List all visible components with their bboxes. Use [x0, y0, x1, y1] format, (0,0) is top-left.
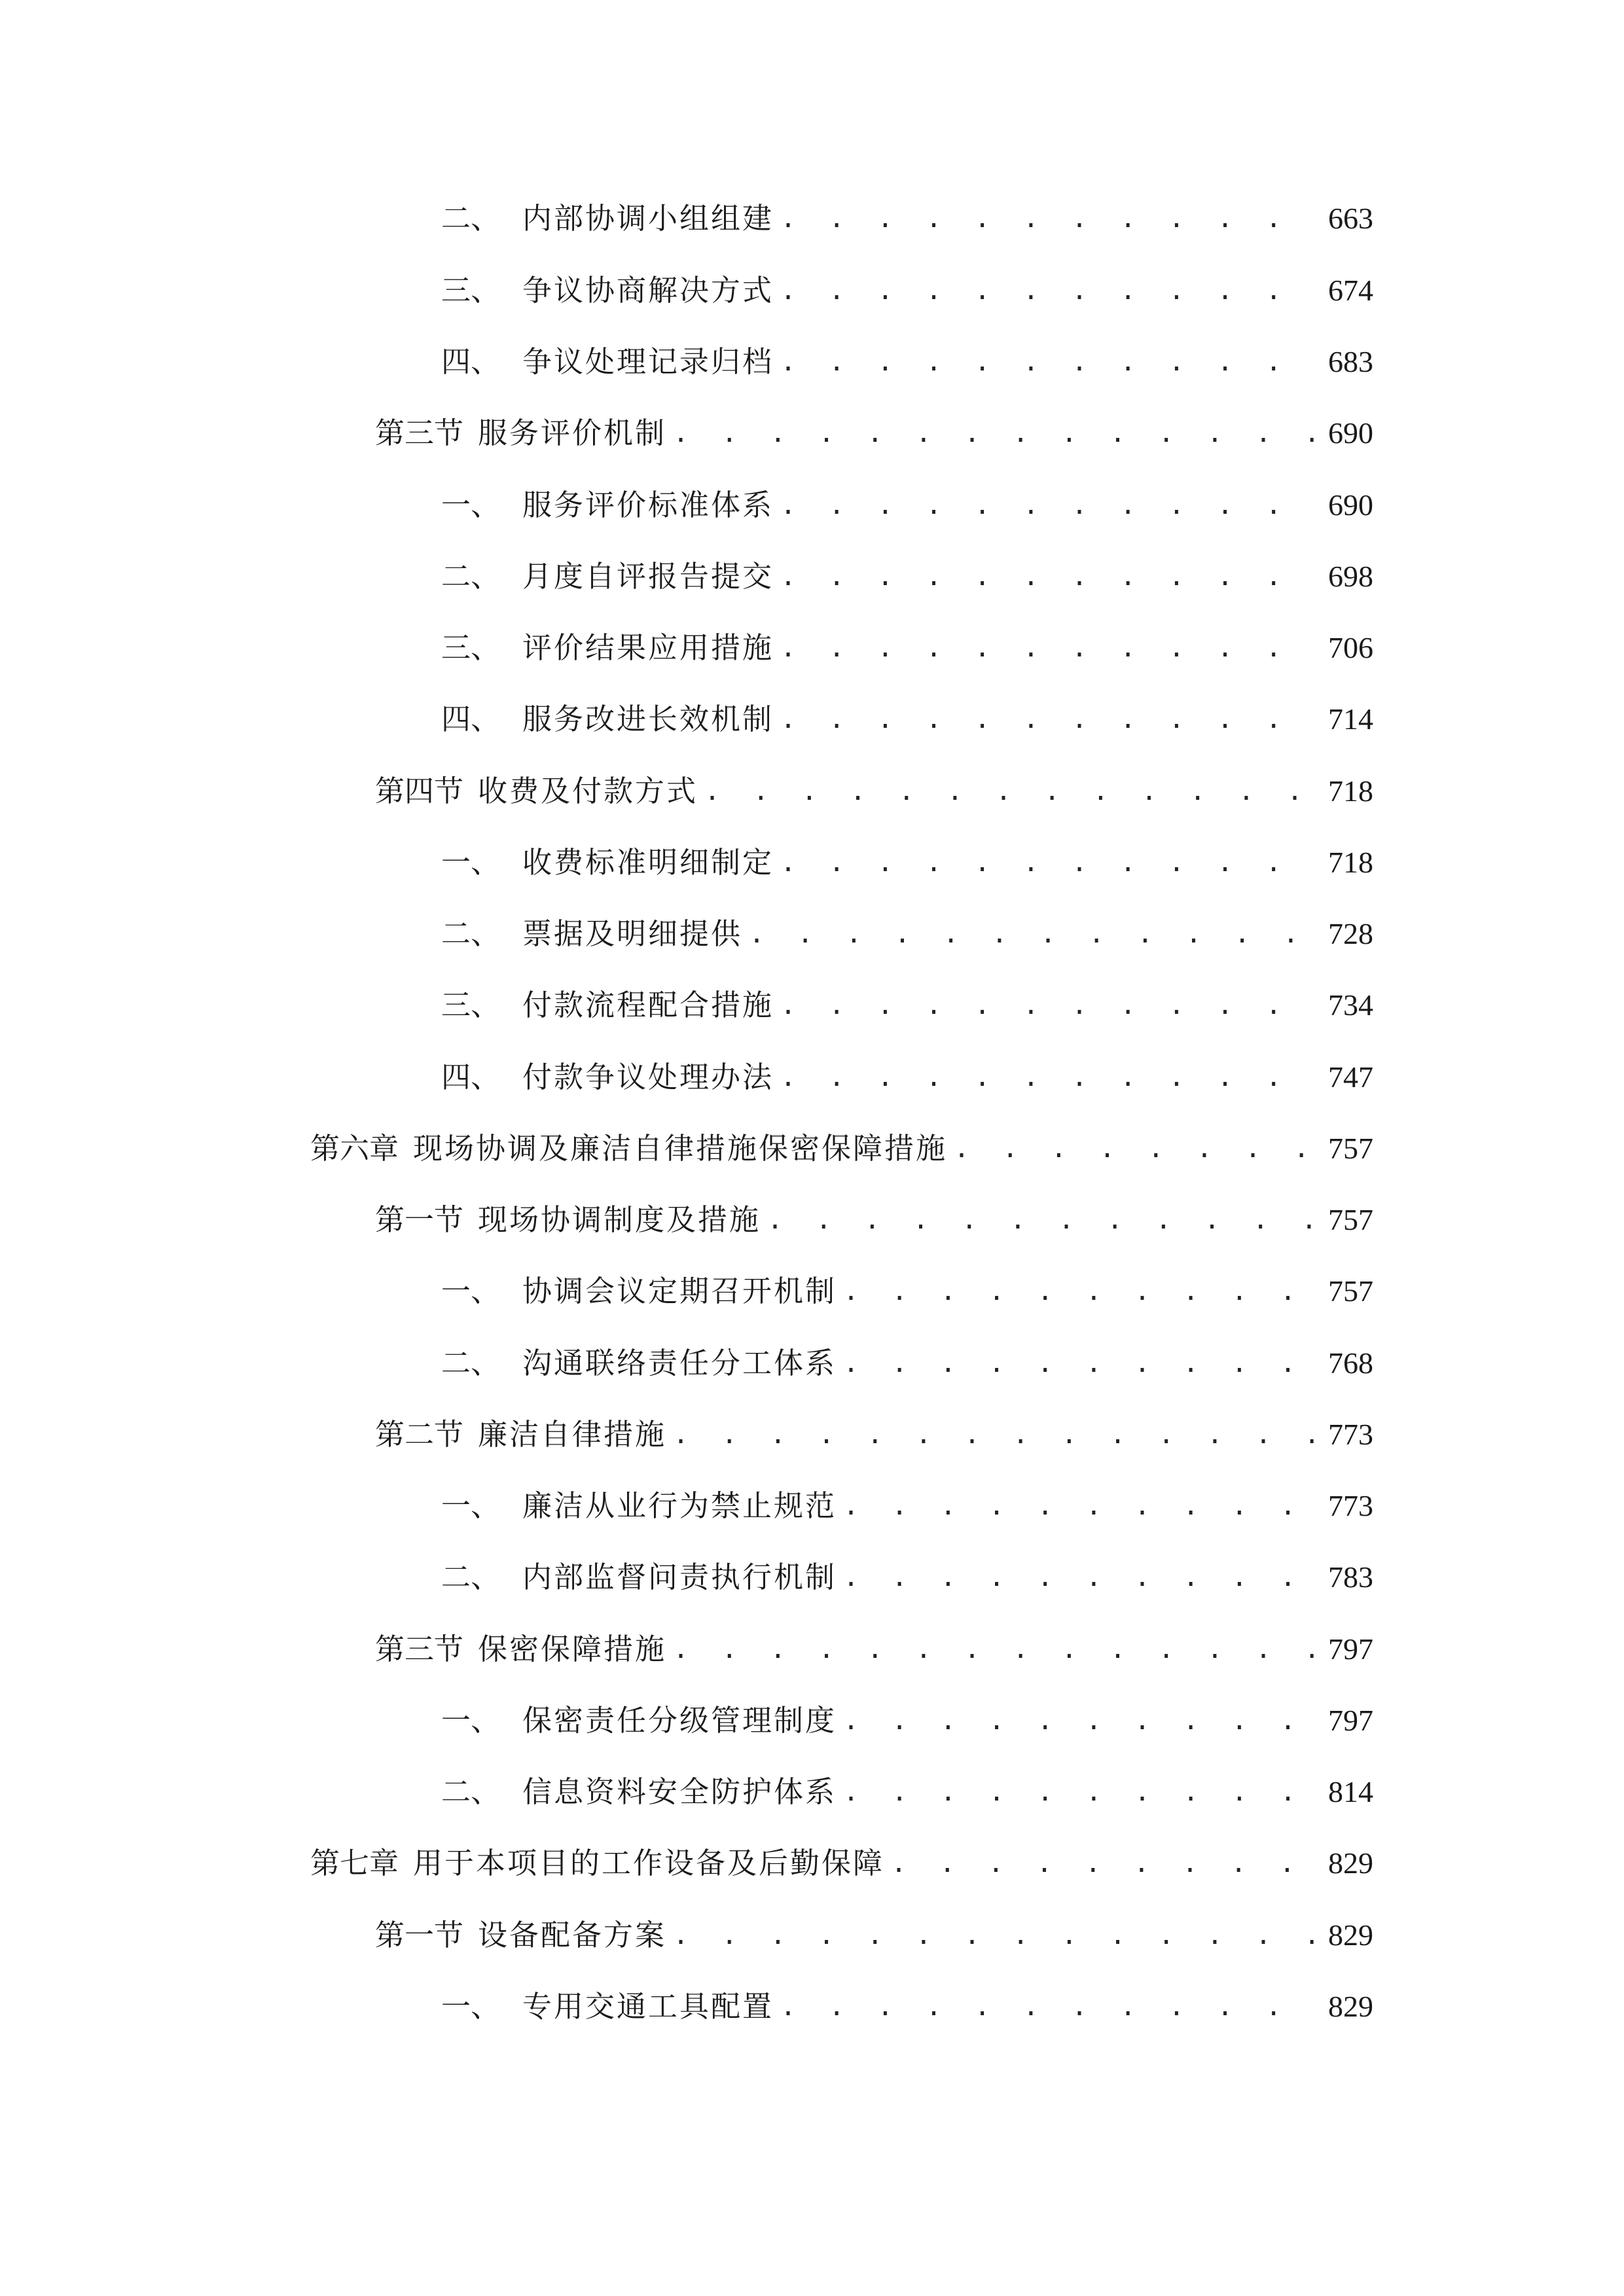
page-number: 698	[1328, 560, 1373, 593]
entry-number: 二、	[441, 916, 501, 951]
toc-entry[interactable]	[441, 264, 1373, 317]
page-number: 797	[1328, 1704, 1373, 1737]
entry-title: 保密保障措施	[478, 1632, 667, 1666]
page-number: 728	[1328, 917, 1373, 950]
dot-leader	[673, 407, 1319, 459]
dot-leader	[843, 1695, 1319, 1747]
entry-number: 三、	[441, 988, 501, 1022]
page-number: 773	[1328, 1418, 1373, 1451]
page-number: 683	[1328, 345, 1373, 378]
entry-number: 第一节	[375, 1918, 464, 1952]
entry-title: 信息资料安全防护体系	[522, 1774, 837, 1809]
page-number: 757	[1328, 1132, 1373, 1165]
entry-title: 收费标准明细制定	[522, 845, 774, 880]
page-number: 734	[1328, 988, 1373, 1022]
entry-number: 一、	[441, 1703, 501, 1738]
page-number: 747	[1328, 1060, 1373, 1094]
entry-number: 第一节	[375, 1202, 464, 1237]
dot-leader	[780, 836, 1319, 889]
entry-number: 二、	[441, 1774, 501, 1809]
toc-entry[interactable]	[441, 1981, 1373, 2033]
entry-title: 保密责任分级管理制度	[522, 1703, 837, 1738]
entry-title: 现场协调制度及措施	[478, 1202, 761, 1237]
page-number: 829	[1328, 1918, 1373, 1952]
page-number: 757	[1328, 1274, 1373, 1308]
entry-title: 现场协调及廉洁自律措施保密保障措施	[413, 1131, 948, 1166]
page-number: 783	[1328, 1560, 1373, 1594]
page-number: 690	[1328, 416, 1373, 450]
entry-number: 一、	[441, 488, 501, 522]
toc-entry[interactable]	[310, 1837, 1373, 1890]
toc-entry[interactable]	[375, 1194, 1373, 1246]
entry-number: 第六章	[310, 1131, 399, 1166]
dot-leader	[673, 1408, 1319, 1461]
entry-number: 三、	[441, 273, 501, 308]
dot-leader	[780, 264, 1319, 317]
page-number: 718	[1328, 846, 1373, 879]
page-number: 757	[1328, 1203, 1373, 1236]
dot-leader	[780, 622, 1319, 674]
entry-number: 一、	[441, 1989, 501, 2024]
entry-number: 二、	[441, 559, 501, 594]
toc-entry[interactable]	[375, 1909, 1373, 1962]
toc-entry[interactable]	[310, 1122, 1373, 1175]
entry-number: 四、	[441, 1060, 501, 1094]
entry-title: 付款流程配合措施	[522, 988, 774, 1022]
dot-leader	[780, 192, 1319, 245]
dot-leader	[780, 550, 1319, 603]
toc-entry[interactable]	[441, 836, 1373, 889]
page-number: 829	[1328, 1990, 1373, 2023]
toc-entry[interactable]	[375, 1408, 1373, 1461]
entry-number: 二、	[441, 201, 501, 236]
entry-title: 内部协调小组组建	[522, 201, 774, 236]
entry-title: 服务评价标准体系	[522, 488, 774, 522]
page-number: 829	[1328, 1846, 1373, 1880]
dot-leader	[843, 1766, 1319, 1818]
dot-leader	[780, 693, 1319, 745]
entry-title: 沟通联络责任分工体系	[522, 1346, 837, 1380]
page-number: 690	[1328, 488, 1373, 522]
entry-title: 争议协商解决方式	[522, 273, 774, 308]
entry-title: 设备配备方案	[478, 1918, 667, 1952]
entry-number: 第四节	[375, 774, 464, 808]
page-number: 718	[1328, 774, 1373, 808]
dot-leader	[704, 765, 1319, 817]
entry-number: 第三节	[375, 1632, 464, 1666]
toc-entry[interactable]	[375, 765, 1373, 817]
entry-title: 付款争议处理办法	[522, 1060, 774, 1094]
toc-entry[interactable]	[441, 908, 1373, 960]
page-number: 773	[1328, 1489, 1373, 1522]
entry-title: 月度自评报告提交	[522, 559, 774, 594]
entry-title: 评价结果应用措施	[522, 630, 774, 665]
toc-entry[interactable]	[441, 979, 1373, 1031]
toc-entry[interactable]	[441, 1480, 1373, 1532]
dot-leader	[843, 1551, 1319, 1604]
entry-number: 第三节	[375, 416, 464, 450]
toc-entry[interactable]	[441, 1051, 1373, 1103]
toc-entry[interactable]	[441, 1337, 1373, 1390]
dot-leader	[780, 479, 1319, 531]
dot-leader	[673, 1909, 1319, 1962]
toc-entry[interactable]	[441, 1551, 1373, 1604]
entry-title: 协调会议定期召开机制	[522, 1274, 837, 1308]
page-number: 663	[1328, 202, 1373, 235]
entry-number: 一、	[441, 1274, 501, 1308]
page-number: 797	[1328, 1632, 1373, 1666]
dot-leader	[843, 1337, 1319, 1390]
entry-number: 二、	[441, 1346, 501, 1380]
toc-entry[interactable]	[441, 192, 1373, 245]
toc-entry[interactable]	[375, 407, 1373, 459]
entry-title: 廉洁从业行为禁止规范	[522, 1488, 837, 1523]
page-number: 814	[1328, 1775, 1373, 1808]
dot-leader	[780, 1981, 1319, 2033]
toc-entry[interactable]	[441, 550, 1373, 603]
entry-title: 用于本项目的工作设备及后勤保障	[413, 1846, 885, 1880]
toc-entry[interactable]	[441, 1695, 1373, 1747]
entry-title: 争议处理记录归档	[522, 344, 774, 379]
entry-title: 服务评价机制	[478, 416, 667, 450]
toc-entry[interactable]	[441, 693, 1373, 745]
dot-leader	[954, 1122, 1319, 1175]
dot-leader	[891, 1837, 1319, 1890]
toc-entry[interactable]	[441, 336, 1373, 388]
toc-entry[interactable]	[441, 1766, 1373, 1818]
toc-entry[interactable]	[441, 622, 1373, 674]
dot-leader	[749, 908, 1319, 960]
entry-number: 四、	[441, 344, 501, 379]
entry-title: 专用交通工具配置	[522, 1989, 774, 2024]
entry-title: 服务改进长效机制	[522, 702, 774, 736]
dot-leader	[843, 1265, 1319, 1318]
entry-title: 内部监督问责执行机制	[522, 1560, 837, 1594]
entry-number: 第二节	[375, 1417, 464, 1452]
dot-leader	[843, 1480, 1319, 1532]
dot-leader	[780, 1051, 1319, 1103]
page-number: 714	[1328, 702, 1373, 736]
dot-leader	[780, 336, 1319, 388]
entry-title: 票据及明细提供	[522, 916, 743, 951]
entry-number: 四、	[441, 702, 501, 736]
toc-entry[interactable]	[441, 479, 1373, 531]
dot-leader	[780, 979, 1319, 1031]
toc-entry[interactable]	[375, 1623, 1373, 1676]
dot-leader	[673, 1623, 1319, 1676]
entry-title: 收费及付款方式	[478, 774, 698, 808]
entry-number: 一、	[441, 845, 501, 880]
entry-number: 二、	[441, 1560, 501, 1594]
entry-title: 廉洁自律措施	[478, 1417, 667, 1452]
dot-leader	[767, 1194, 1319, 1246]
page-number: 674	[1328, 274, 1373, 307]
entry-number: 三、	[441, 630, 501, 665]
entry-number: 第七章	[310, 1846, 399, 1880]
page-number: 706	[1328, 631, 1373, 664]
toc-entry[interactable]	[441, 1265, 1373, 1318]
page-number: 768	[1328, 1346, 1373, 1380]
entry-number: 一、	[441, 1488, 501, 1523]
